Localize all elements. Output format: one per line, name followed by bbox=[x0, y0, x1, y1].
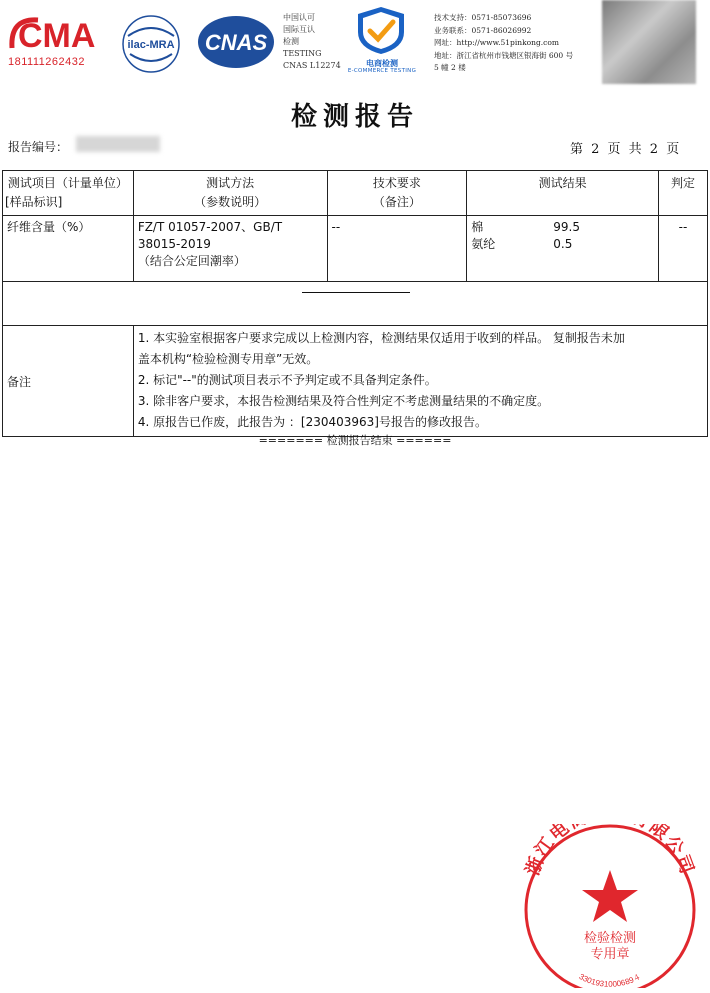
accreditation-line: CNAS L12274 bbox=[283, 61, 341, 70]
contact-line: 5 幢 2 楼 bbox=[434, 63, 466, 72]
table-header-row bbox=[3, 171, 708, 216]
company-seal-stamp bbox=[518, 824, 702, 988]
contact-info bbox=[434, 12, 573, 75]
accreditation-line: 检测 bbox=[283, 37, 299, 46]
ecommerce-shield-icon bbox=[346, 4, 416, 56]
contact-line: 技术支持：0571-85073696 bbox=[434, 13, 532, 22]
note-line: 2. 标记"--"的测试项目表示不予判定或不具备判定条件。 bbox=[137, 373, 437, 387]
accreditation-line: 国际互认 bbox=[283, 25, 315, 34]
result-name: 棉 bbox=[471, 220, 484, 234]
result-line bbox=[471, 219, 654, 236]
row-method bbox=[133, 216, 327, 282]
table-row bbox=[3, 216, 708, 282]
contact-line: 地址：浙江省杭州市钱塘区银海街 600 号 bbox=[434, 50, 574, 60]
method-line: FZ/T 01057-2007、GB/T bbox=[137, 220, 283, 234]
accreditation-line: 中国认可 bbox=[283, 13, 315, 22]
header-result: 测试结果 bbox=[467, 171, 659, 216]
blank-row bbox=[3, 282, 708, 326]
contact-line: 网址：http://www.51pinkong.com bbox=[434, 38, 559, 47]
report-number-label: 报告编号： bbox=[8, 140, 69, 154]
cma-logo-text: CMA bbox=[18, 17, 96, 54]
header-method-line: （参数说明） bbox=[194, 195, 267, 209]
ilac-mra-logo bbox=[118, 14, 184, 74]
blank-cell bbox=[3, 282, 708, 326]
svg-text:浙江电商检测有限公司 bbox=[521, 824, 698, 878]
method-line: （结合公定回潮率） bbox=[137, 254, 246, 268]
accreditation-text bbox=[283, 12, 341, 72]
test-results-table bbox=[2, 170, 708, 437]
ilac-text: ilac-MRA bbox=[127, 39, 175, 51]
blurred-qr-code bbox=[602, 0, 696, 84]
stamp-code: 3301931000689４ bbox=[577, 972, 643, 988]
report-title: 检测报告 bbox=[290, 102, 419, 132]
note-line: 4. 原报告已作废，此报告为 ：[230403963]号报告的修改报告。 bbox=[137, 415, 487, 429]
header-method bbox=[133, 171, 327, 216]
header-item-line: 测试项目（计量单位） bbox=[7, 176, 128, 190]
result-name: 氨纶 bbox=[471, 237, 496, 251]
cnas-text: CNAS bbox=[204, 30, 268, 55]
svg-text:3301931000689４ bbox=[578, 972, 643, 988]
header-item bbox=[3, 171, 134, 216]
header-judgment: 判定 bbox=[659, 171, 708, 216]
notes-label: 备注 bbox=[3, 326, 134, 437]
row-judgment: -- bbox=[659, 216, 708, 282]
blank-divider-line bbox=[302, 292, 410, 293]
header-requirement-line: 技术要求 bbox=[372, 176, 421, 190]
report-number-redacted bbox=[76, 136, 160, 152]
result-value: 99.5 bbox=[553, 220, 580, 234]
note-line: 3. 除非客户要求，本报告检测结果及符合性判定不考虑测量结果的不确定度。 bbox=[137, 394, 550, 408]
ecommerce-title: 电商检测 bbox=[366, 59, 398, 68]
contact-line: 业务联系：0571-86026992 bbox=[434, 25, 532, 35]
stamp-company-name: 浙江电 限公司 bbox=[522, 824, 698, 879]
report-end-mark: ======= 检测报告结束 ====== bbox=[258, 434, 452, 447]
page-info: 第 2 页 共 2 页 bbox=[570, 142, 680, 157]
notes-row bbox=[3, 326, 708, 437]
row-item: 纤维含量（%） bbox=[3, 216, 134, 282]
result-value: 0.5 bbox=[553, 237, 573, 251]
stamp-center-line: 检验检测 bbox=[583, 931, 637, 946]
cnas-logo bbox=[196, 14, 276, 70]
notes-content bbox=[133, 326, 707, 437]
row-results bbox=[467, 216, 659, 282]
header-requirement bbox=[327, 171, 467, 216]
note-line: 盖本机构“检验检测专用章”无效。 bbox=[137, 352, 319, 366]
header-requirement-line: （备注） bbox=[372, 195, 421, 209]
row-requirement: -- bbox=[327, 216, 467, 282]
accreditation-line: TESTING bbox=[283, 49, 322, 58]
result-line bbox=[471, 236, 654, 253]
stamp-center-line: 专用章 bbox=[590, 947, 630, 962]
header-method-line: 测试方法 bbox=[206, 176, 255, 190]
cma-number: 181111262432 bbox=[8, 56, 85, 68]
note-line: 1. 本实验室根据客户要求完成以上检测内容，检测结果仅适用于收到的样品。 复制报告未加 bbox=[137, 331, 625, 345]
method-line: 38015-2019 bbox=[137, 237, 211, 251]
ecommerce-subtitle: E-COMMERCE TESTING bbox=[347, 68, 417, 74]
header-item-line: [样品标识] bbox=[5, 195, 63, 209]
cma-logo bbox=[8, 14, 106, 54]
